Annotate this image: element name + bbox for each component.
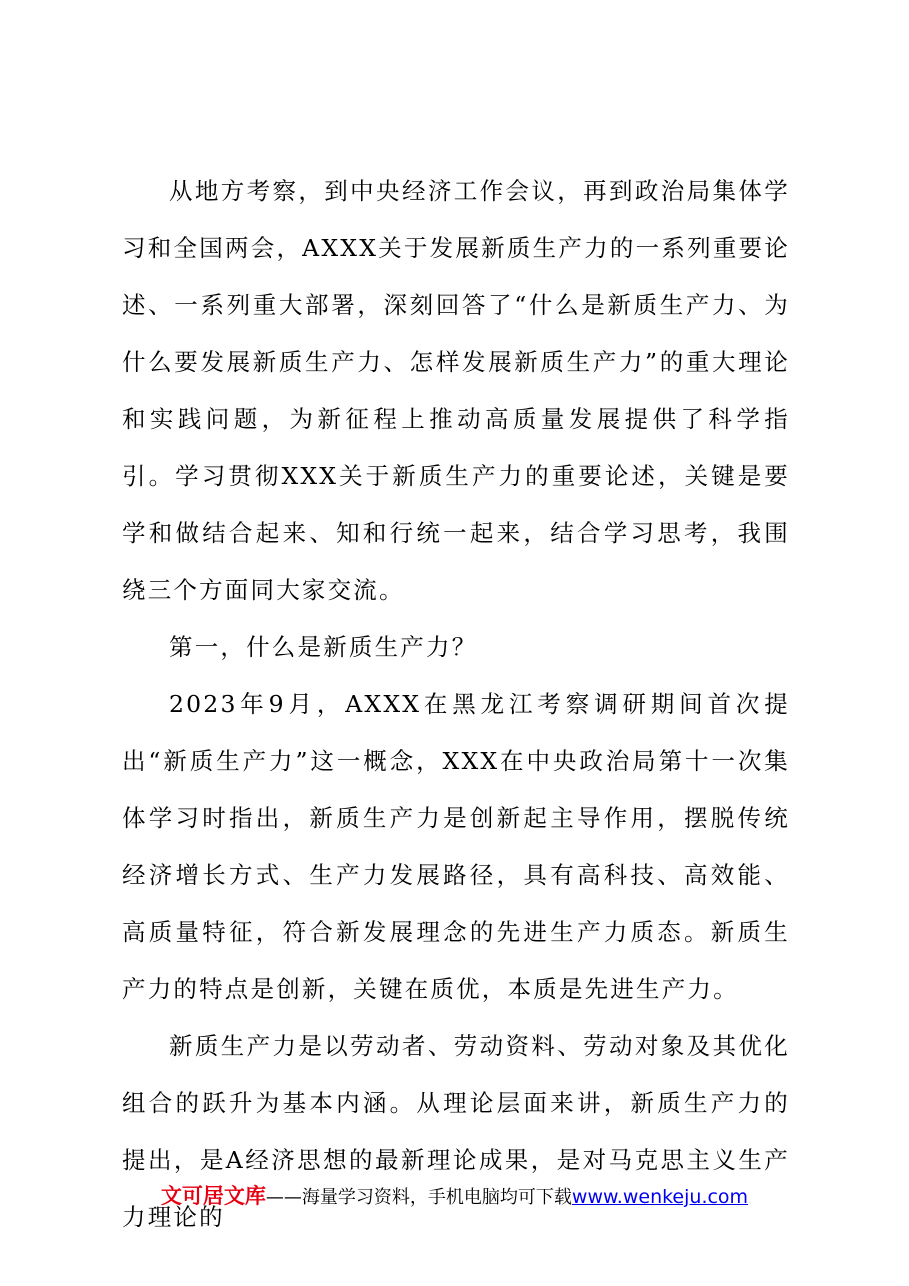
document-body xyxy=(122,163,790,1246)
footer-tagline: ——海量学习资料，手机电脑均可下载 xyxy=(265,1187,572,1208)
paragraph-definition: 2023年9月，AXXX在黑龙江考察调研期间首次提出“新质生产力”这一概念，XXX在中央政治局第十一次集体学习时指出，新质生产力是创新起主导作用，摆脱传统经济增长方式、生产力发展路径，具有高科技、高效能、高质量特征，符合新发展理念的先进生产力质态。新质生产力的特点是创新，关键在质优，本质是先进生产力。 xyxy=(122,690,790,1003)
paragraph-connotation: 新质生产力是以劳动者、劳动资料、劳动对象及其优化组合的跃升为基本内涵。从理论层面来讲，新质生产力的提出，是A经济思想的最新理论成果，是对马克思主义生产力理论的 xyxy=(122,1032,790,1231)
footer-link[interactable]: www.wenkeju.com xyxy=(571,1186,749,1208)
paragraph-intro: 从地方考察，到中央经济工作会议，再到政治局集体学习和全国两会，AXXX关于发展新质生产力的一系列重要论述、一系列重大部署，深刻回答了“什么是新质生产力、为什么要发展新质生产力、怎样发展新质生产力”的重大理论和实践问题，为新征程上推动高质量发展提供了科学指引。学习贯彻XXX关于新质生产力的重要论述，关键是要学和做结合起来、知和行统一起来，结合学习思考，我围绕三个方面同大家交流。 xyxy=(122,177,790,604)
footer-watermark xyxy=(0,1180,909,1210)
section-heading-first: 第一，什么是新质生产力？ xyxy=(169,633,478,661)
brand-name: 文可居文库 xyxy=(160,1184,266,1208)
